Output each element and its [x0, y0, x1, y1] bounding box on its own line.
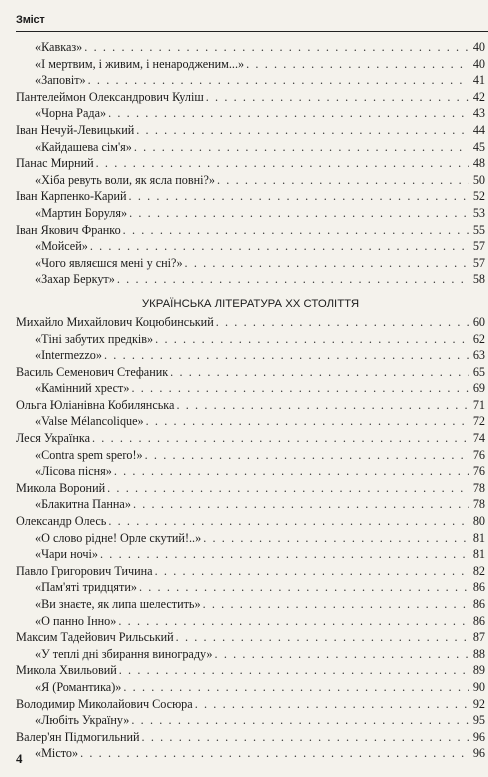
- dot-leader: [100, 546, 469, 563]
- dot-leader: [246, 56, 469, 73]
- entry-page-number: 86: [472, 597, 485, 611]
- entry-page-number: 96: [472, 729, 485, 744]
- dot-leader: [119, 662, 469, 679]
- toc-work-entry: [16, 238, 485, 255]
- toc-work-entry: [16, 596, 485, 613]
- author-name: Микола Хвильовий: [16, 663, 117, 678]
- entry-page-number: 50: [472, 172, 485, 187]
- work-title: «Чорна Рада»: [35, 106, 107, 121]
- toc-work-entry: [16, 205, 485, 222]
- toc-author-entry: [16, 629, 485, 646]
- work-title: «О панно Інно»: [35, 613, 117, 628]
- entry-page-number: 41: [472, 73, 485, 88]
- dot-leader: [203, 596, 469, 613]
- entry-page-number: 81: [472, 530, 485, 545]
- toc-author-entry: [16, 397, 485, 414]
- dot-leader: [203, 530, 469, 547]
- toc-work-entry: [16, 380, 485, 397]
- work-title: «Тіні забутих предків»: [35, 331, 154, 346]
- work-title: «Захар Беркут»: [35, 272, 115, 287]
- toc-author-entry: [16, 122, 485, 139]
- entry-page-number: 55: [472, 222, 485, 237]
- toc-author-entry: [16, 430, 485, 447]
- dot-leader: [155, 563, 469, 580]
- toc-author-entry: [16, 364, 485, 381]
- dot-leader: [117, 271, 469, 288]
- dot-leader: [185, 255, 469, 272]
- toc-work-entry: [16, 413, 485, 430]
- entry-page-number: 57: [472, 255, 485, 270]
- entry-page-number: 76: [472, 447, 485, 462]
- toc-work-entry: [16, 56, 485, 73]
- entry-page-number: 52: [472, 189, 485, 204]
- entry-page-number: 65: [472, 364, 485, 379]
- dot-leader: [215, 646, 469, 663]
- author-name: Павло Григорович Тичина: [16, 563, 153, 578]
- entry-page-number: 72: [472, 414, 485, 429]
- entry-page-number: 80: [472, 514, 485, 529]
- dot-leader: [176, 629, 469, 646]
- toc-part-20th-century: [16, 314, 485, 762]
- dot-leader: [123, 679, 469, 696]
- entry-page-number: 40: [472, 40, 485, 54]
- work-title: «Любіть Україну»: [35, 713, 130, 728]
- work-title: «Місто»: [35, 746, 79, 761]
- author-name: Пантелеймон Олександрович Куліш: [16, 89, 204, 104]
- author-name: Валер'ян Підмогильний: [16, 729, 140, 744]
- dot-leader: [176, 397, 469, 414]
- work-title: «Чари ночі»: [35, 547, 98, 562]
- toc-author-entry: [16, 89, 485, 106]
- author-name: Олександр Олесь: [16, 514, 107, 529]
- toc-work-entry: [16, 347, 485, 364]
- work-title: «У теплі дні збирання винограду»: [35, 646, 213, 661]
- toc-part-19th-century: [16, 39, 485, 288]
- toc-work-entry: [16, 463, 485, 480]
- entry-page-number: 78: [472, 480, 485, 495]
- toc-work-entry: [16, 613, 485, 630]
- toc-author-entry: [16, 222, 485, 239]
- work-title: «Мартин Боруля»: [35, 205, 128, 220]
- toc-work-entry: [16, 139, 485, 156]
- entry-page-number: 89: [472, 663, 485, 678]
- entry-page-number: 60: [472, 314, 485, 329]
- dot-leader: [88, 72, 469, 89]
- dot-leader: [104, 347, 469, 364]
- dot-leader: [131, 712, 469, 729]
- running-header: Зміст: [16, 14, 45, 26]
- dot-leader: [139, 579, 469, 596]
- dot-leader: [129, 205, 469, 222]
- work-title: «Хіба ревуть воли, як ясла повні?»: [35, 172, 216, 187]
- toc-work-entry: [16, 39, 485, 56]
- work-title: «Contra spem spero!»: [35, 447, 143, 462]
- entry-page-number: 45: [472, 139, 485, 154]
- author-name: Іван Карпенко-Карий: [16, 189, 127, 204]
- dot-leader: [216, 314, 469, 331]
- dot-leader: [131, 380, 469, 397]
- dot-leader: [146, 413, 469, 430]
- author-name: Василь Семенович Стефаник: [16, 364, 169, 379]
- author-name: Іван Нечуй-Левицький: [16, 122, 135, 137]
- entry-page-number: 40: [472, 56, 485, 71]
- entry-page-number: 44: [472, 122, 485, 137]
- dot-leader: [217, 172, 469, 189]
- dot-leader: [107, 480, 469, 497]
- entry-page-number: 58: [472, 272, 485, 287]
- toc-author-entry: [16, 480, 485, 497]
- work-title: «Заповіт»: [35, 73, 86, 88]
- entry-page-number: 43: [472, 106, 485, 121]
- dot-leader: [123, 222, 469, 239]
- entry-page-number: 42: [472, 89, 485, 104]
- toc-work-entry: [16, 496, 485, 513]
- entry-page-number: 86: [472, 613, 485, 628]
- work-title: «Valse Mélancolique»: [35, 414, 144, 429]
- entry-page-number: 76: [472, 464, 485, 479]
- toc-work-entry: [16, 646, 485, 663]
- entry-page-number: 82: [472, 563, 485, 578]
- table-of-contents: [16, 39, 485, 762]
- dot-leader: [145, 447, 469, 464]
- work-title: «Блакитна Панна»: [35, 497, 131, 512]
- work-title: «Чого являєшся мені у сні?»: [35, 255, 183, 270]
- toc-work-entry: [16, 579, 485, 596]
- dot-leader: [108, 105, 469, 122]
- dot-leader: [96, 155, 469, 172]
- dot-leader: [114, 463, 469, 480]
- toc-author-entry: [16, 662, 485, 679]
- toc-author-entry: [16, 696, 485, 713]
- entry-page-number: 90: [472, 679, 485, 694]
- dot-leader: [206, 89, 469, 106]
- dot-leader: [90, 238, 469, 255]
- dot-leader: [195, 696, 469, 713]
- dot-leader: [155, 331, 469, 348]
- toc-work-entry: [16, 271, 485, 288]
- dot-leader: [84, 39, 469, 56]
- entry-page-number: 96: [472, 746, 485, 761]
- author-name: Ольга Юліанівна Кобилянська: [16, 397, 175, 412]
- toc-work-entry: [16, 530, 485, 547]
- entry-page-number: 48: [472, 156, 485, 171]
- work-title: «Мойсей»: [35, 239, 88, 254]
- work-title: «Intermezzo»: [35, 348, 102, 363]
- header-rule: [16, 31, 488, 32]
- work-title: «Кавказ»: [35, 40, 83, 54]
- dot-leader: [170, 364, 469, 381]
- dot-leader: [108, 513, 469, 530]
- dot-leader: [129, 188, 469, 205]
- toc-author-entry: [16, 314, 485, 331]
- toc-work-entry: [16, 712, 485, 729]
- entry-page-number: 95: [472, 713, 485, 728]
- toc-work-entry: [16, 72, 485, 89]
- dot-leader: [134, 139, 469, 156]
- entry-page-number: 92: [472, 696, 485, 711]
- dot-leader: [92, 430, 469, 447]
- toc-work-entry: [16, 679, 485, 696]
- entry-page-number: 62: [472, 331, 485, 346]
- toc-work-entry: [16, 331, 485, 348]
- toc-author-entry: [16, 729, 485, 746]
- entry-page-number: 69: [472, 381, 485, 396]
- work-title: «Камінний хрест»: [35, 381, 130, 396]
- work-title: «Пам'яті тридцяти»: [35, 580, 137, 595]
- entry-page-number: 78: [472, 497, 485, 512]
- dot-leader: [136, 122, 469, 139]
- author-name: Леся Українка: [16, 431, 90, 446]
- work-title: «Кайдашева сім'я»: [35, 139, 132, 154]
- dot-leader: [142, 729, 469, 746]
- toc-author-entry: [16, 155, 485, 172]
- author-name: Максим Тадейович Рильський: [16, 630, 174, 645]
- entry-page-number: 53: [472, 205, 485, 220]
- page-number: 4: [16, 751, 23, 766]
- toc-work-entry: [16, 105, 485, 122]
- toc-work-entry: [16, 172, 485, 189]
- dot-leader: [133, 496, 469, 513]
- entry-page-number: 87: [472, 630, 485, 645]
- toc-work-entry: [16, 447, 485, 464]
- dot-leader: [80, 745, 469, 762]
- entry-page-number: 63: [472, 348, 485, 363]
- entry-page-number: 86: [472, 580, 485, 595]
- entry-page-number: 88: [472, 646, 485, 661]
- author-name: Панас Мирний: [16, 156, 94, 171]
- work-title: «І мертвим, і живим, і ненародженим...»: [35, 56, 245, 71]
- toc-work-entry: [16, 546, 485, 563]
- toc-author-entry: [16, 188, 485, 205]
- author-name: Михайло Михайлович Коцюбинський: [16, 314, 214, 329]
- toc-author-entry: [16, 563, 485, 580]
- entry-page-number: 81: [472, 547, 485, 562]
- author-name: Іван Якович Франко: [16, 222, 121, 237]
- author-name: Володимир Миколайович Сосюра: [16, 696, 193, 711]
- work-title: «О слово рідне! Орле скутий!..»: [35, 530, 202, 545]
- section-heading: УКРАЇНСЬКА ЛІТЕРАТУРА XX СТОЛІТТЯ: [141, 297, 360, 310]
- toc-work-entry: [16, 745, 485, 762]
- work-title: «Я (Романтика)»: [35, 679, 122, 694]
- toc-author-entry: [16, 513, 485, 530]
- dot-leader: [118, 613, 469, 630]
- work-title: «Лісова пісня»: [35, 464, 112, 479]
- entry-page-number: 74: [472, 431, 485, 446]
- entry-page-number: 57: [472, 239, 485, 254]
- work-title: «Ви знаєте, як липа шелестить»: [35, 597, 201, 611]
- author-name: Микола Вороний: [16, 480, 106, 495]
- entry-page-number: 71: [472, 397, 485, 412]
- toc-work-entry: [16, 255, 485, 272]
